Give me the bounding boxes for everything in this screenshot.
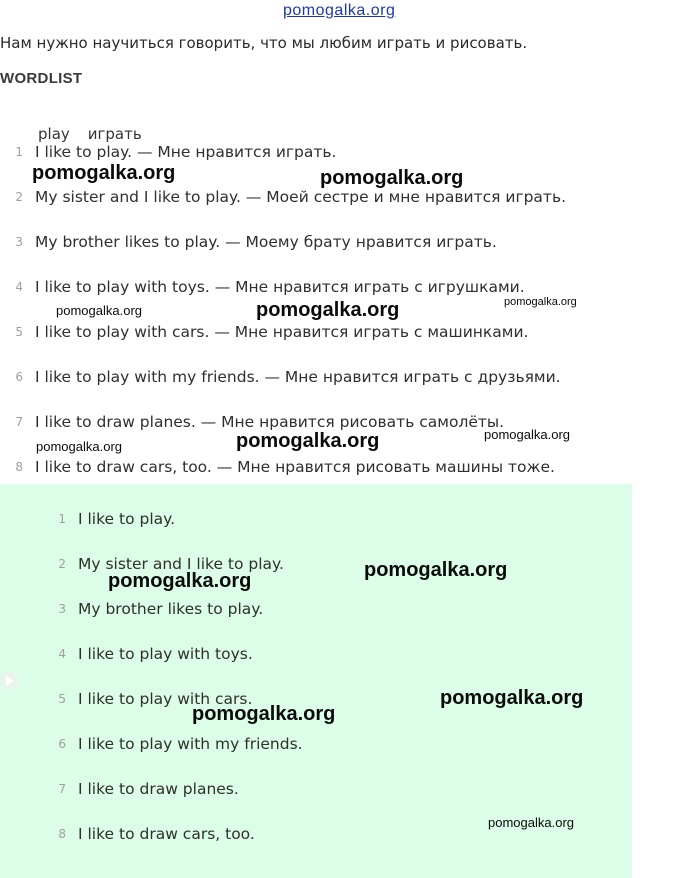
translation-line xyxy=(0,231,640,253)
sentence-line xyxy=(0,598,632,620)
line-number: 8 xyxy=(58,827,66,841)
play-icon[interactable] xyxy=(0,672,18,690)
line-number: 8 xyxy=(15,460,23,474)
watermark: pomogalka.org xyxy=(256,299,400,321)
line-text: I like to draw cars, too. — Мне нравится рисовать машины тоже. xyxy=(35,458,555,476)
line-text: My brother likes to play. — Моему брату нравится играть. xyxy=(35,233,497,251)
wordlist-word: play xyxy=(38,125,70,143)
site-link[interactable]: pomogalka.org xyxy=(283,2,396,19)
watermark: pomogalka.org xyxy=(364,559,508,581)
wordlist-translation: играть xyxy=(87,125,142,143)
line-text: I like to play with cars. xyxy=(78,690,253,708)
line-number: 6 xyxy=(58,737,66,751)
wordlist-heading: WORDLIST xyxy=(0,70,83,87)
watermark: pomogalka.org xyxy=(56,303,142,318)
line-text: I like to play with my friends. — Мне нравится играть с друзьями. xyxy=(35,368,561,386)
intro-text: Нам нужно научиться говорить, что мы любим играть и рисовать. xyxy=(0,34,528,52)
line-text: I like to draw planes. xyxy=(78,780,239,798)
line-number: 2 xyxy=(58,557,66,571)
line-number: 4 xyxy=(58,647,66,661)
translation-line xyxy=(0,321,640,343)
line-text: I like to play with toys. — Мне нравится играть с игрушками. xyxy=(35,278,525,296)
line-number: 1 xyxy=(15,145,23,159)
line-number: 7 xyxy=(58,782,66,796)
translation-line xyxy=(0,141,640,163)
line-number: 2 xyxy=(15,190,23,204)
watermark: pomogalka.org xyxy=(488,815,574,830)
translation-line xyxy=(0,456,640,478)
line-text: I like to play. xyxy=(78,510,176,528)
line-number: 3 xyxy=(58,602,66,616)
line-number: 5 xyxy=(58,692,66,706)
sentence-line xyxy=(0,733,632,755)
line-number: 4 xyxy=(15,280,23,294)
line-number: 1 xyxy=(58,512,66,526)
translation-line xyxy=(0,366,640,388)
line-number: 3 xyxy=(15,235,23,249)
translation-line xyxy=(0,276,640,298)
sentence-line xyxy=(0,508,632,530)
line-text: My sister and I like to play. xyxy=(78,555,284,573)
watermark: pomogalka.org xyxy=(236,430,380,452)
watermark: pomogalka.org xyxy=(504,296,577,308)
watermark: pomogalka.org xyxy=(440,687,584,709)
sentence-line xyxy=(0,778,632,800)
watermark: pomogalka.org xyxy=(108,570,252,592)
line-number: 7 xyxy=(15,415,23,429)
line-text: I like to play. — Мне нравится играть. xyxy=(35,143,337,161)
watermark: pomogalka.org xyxy=(32,162,176,184)
line-text: I like to draw cars, too. xyxy=(78,825,255,843)
wordlist-partial xyxy=(38,124,160,143)
line-text: I like to draw planes. — Мне нравится рисовать самолёты. xyxy=(35,413,505,431)
line-number: 5 xyxy=(15,325,23,339)
sentence-line xyxy=(0,643,632,665)
line-text: I like to play with my friends. xyxy=(78,735,303,753)
watermark: pomogalka.org xyxy=(192,703,336,725)
watermark: pomogalka.org xyxy=(320,167,464,189)
line-text: I like to play with cars. — Мне нравится играть с машинками. xyxy=(35,323,529,341)
line-text: My sister and I like to play. — Моей сестре и мне нравится играть. xyxy=(35,188,567,206)
watermark: pomogalka.org xyxy=(36,439,122,454)
sentence-line xyxy=(0,553,632,575)
line-number: 6 xyxy=(15,370,23,384)
watermark: pomogalka.org xyxy=(484,427,570,442)
line-text: I like to play with toys. xyxy=(78,645,253,663)
line-text: My brother likes to play. xyxy=(78,600,264,618)
